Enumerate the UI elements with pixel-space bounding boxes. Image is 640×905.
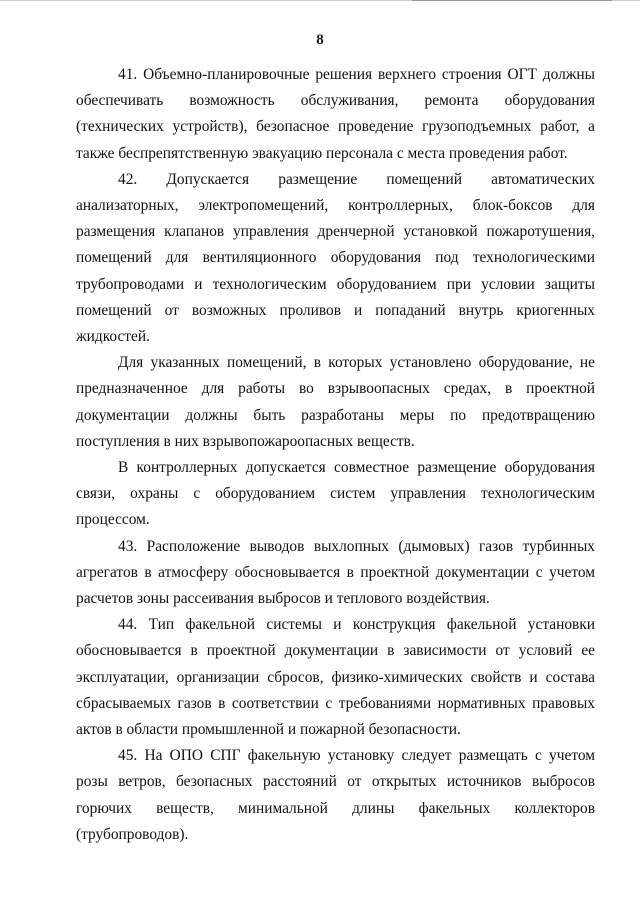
scan-top-edge — [0, 0, 640, 5]
page-number: 8 — [316, 32, 324, 48]
paragraph-44: 44. Тип факельной системы и конструкция факельной установки обосновывается в проектной документации в зависимости от условий ее эксплуатации, организации сбросов, физико-химических свойств и состава сбрасываемых газов в соответствии с требованиями нормативных правовых актов в области промышленной и пожарной безопасности. — [76, 616, 595, 739]
paragraph-42-rooms: Для указанных помещений, в которых установлено оборудование, не предназначенное для работы во взрывоопасных средах, в проектной документации должны быть разработаны меры по предотвращению поступления в них взрывопожароопасных веществ. — [76, 354, 595, 450]
paragraph-42-controllers: В контроллерных допускается совместное размещение оборудования связи, охраны с оборудованием систем управления технологическим процессом. — [76, 459, 595, 529]
paragraph-43: 43. Расположение выводов выхлопных (дымовых) газов турбинных агрегатов в атмосферу обосновывается в проектной документации с учетом расчетов зоны рассеивания выбросов и теплового воздействия. — [76, 537, 595, 608]
body-text — [76, 62, 595, 848]
paragraph-45: 45. На ОПО СПГ факельную установку следует размещать с учетом розы ветров, безопасных расстояний от открытых источников выбросов горючих веществ, минимальной длины факельных коллекторов (трубопроводов). — [76, 747, 595, 843]
paragraph-41: 41. Объемно-планировочные решения верхнего строения ОГТ должны обеспечивать возможность обслуживания, ремонта оборудования (технических устройств), безопасное проведение грузоподъемных работ, а также беспрепятственную эвакуацию персонала с места проведения работ. — [76, 66, 595, 162]
paragraph-42: 42. Допускается размещение помещений автоматических анализаторных, электропомещений, контроллерных, блок-боксов для размещения клапанов управления дренчерной установкой пожаротушения, помещений для вентиляционного оборудования под технологическими трубопроводами и технологическим оборудованием при условии защиты помещений от возможных проливов и попаданий внутрь криогенных жидкостей. — [76, 170, 595, 346]
